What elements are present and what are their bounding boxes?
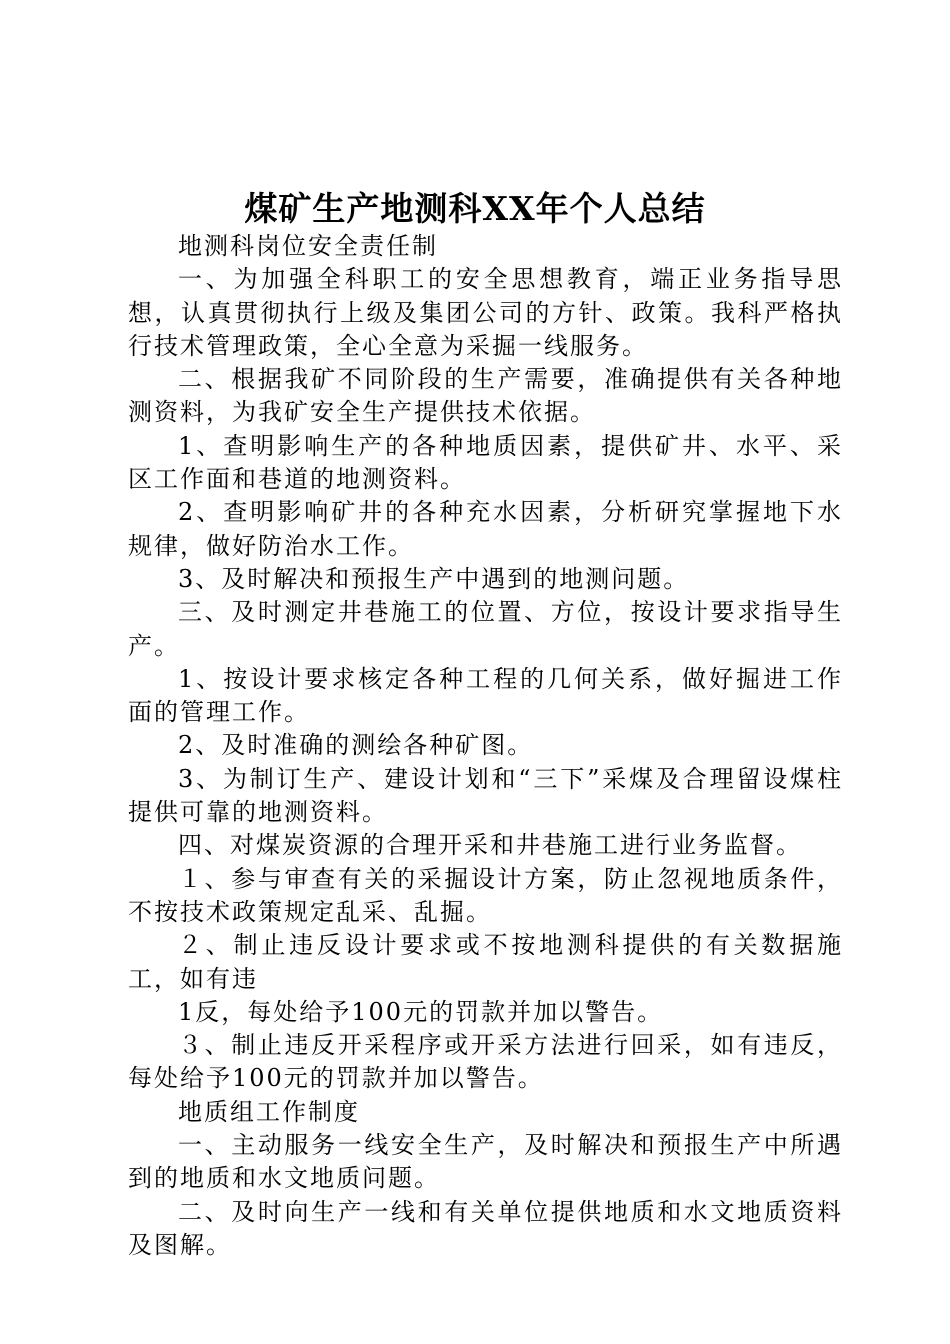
paragraph-3-item-2: 2、及时准确的测绘各种矿图。 <box>178 731 534 760</box>
geology-paragraph-2: 二、及时向生产一线和有关单位提供地质和水文地质资料及图解。 <box>128 1197 843 1259</box>
paragraph-2-item-2: 2、查明影响矿井的各种充水因素，分析研究掌握地下水规律，做好防治水工作。 <box>128 498 843 560</box>
paragraph-3-item-3: 3、为制订生产、建设计划和“三下”采煤及合理留设煤柱提供可靠的地测资料。 <box>128 764 843 827</box>
document-title: 煤矿生产地测科XX年个人总结 <box>244 189 706 228</box>
document-body <box>128 230 843 1262</box>
section-heading-responsibility: 地测科岗位安全责任制 <box>178 232 438 260</box>
paragraph-3: 三、及时测定井巷施工的位置、方位，按设计要求指导生产。 <box>128 598 843 660</box>
paragraph-4-item-2: ２、制止违反设计要求或不按地测科提供的有关数据施工，如有违 <box>128 931 843 993</box>
paragraph-4-item-3: ３、制止违反开采程序或开采方法进行回采，如有违反，每处给予100元的罚款并加以警告。 <box>128 1031 843 1093</box>
paragraph-1: 一、为加强全科职工的安全思想教育，端正业务指导思想，认真贯彻执行上级及集团公司的方针、政策。我科严格执行技术管理政策，全心全意为采掘一线服务。 <box>128 265 843 360</box>
section-heading-geology: 地质组工作制度 <box>178 1097 360 1126</box>
paragraph-2: 二、根据我矿不同阶段的生产需要，准确提供有关各种地测资料，为我矿安全生产提供技术依据。 <box>128 365 843 427</box>
paragraph-4-item-1: １、参与审查有关的采掘设计方案，防止忽视地质条件，不按技术政策规定乱采、乱掘。 <box>128 864 843 926</box>
paragraph-2-item-1: 1、查明影响生产的各种地质因素，提供矿井、水平、采区工作面和巷道的地测资料。 <box>128 431 843 494</box>
paragraph-4-item-2-continued: 1反，每处给予100元的罚款并加以警告。 <box>178 997 664 1026</box>
geology-paragraph-1: 一、主动服务一线安全生产，及时解决和预报生产中所遇到的地质和水文地质问题。 <box>128 1131 843 1193</box>
paragraph-4: 四、对煤炭资源的合理开采和井巷施工进行业务监督。 <box>178 831 802 860</box>
paragraph-3-item-1: 1、按设计要求核定各种工程的几何关系，做好掘进工作面的管理工作。 <box>128 664 843 727</box>
paragraph-2-item-3: 3、及时解决和预报生产中遇到的地测问题。 <box>178 564 690 593</box>
